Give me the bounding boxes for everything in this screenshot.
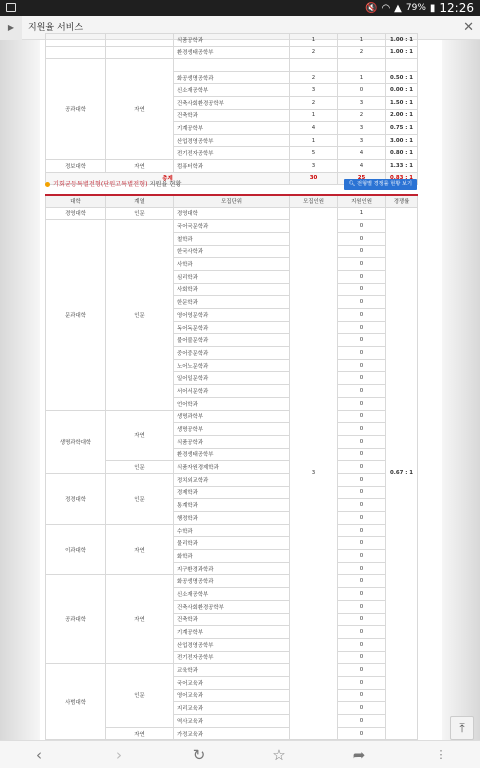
cell-applicants: 4: [338, 147, 386, 160]
table-row: [46, 575, 418, 588]
cell-rate: 2.00 : 1: [386, 109, 418, 122]
cell-track: 자연: [106, 575, 174, 664]
cell-applicants: 0: [338, 359, 386, 372]
cell-unit: 영어영문학과: [174, 309, 290, 322]
view-rates-button-label: 전형별 경쟁률 현황 보기: [356, 181, 412, 187]
cell-applicants: 0: [338, 512, 386, 525]
cell-college: 경영대학: [46, 207, 106, 220]
cell-applicants: 1: [338, 34, 386, 47]
cell-unit: 일어일문학과: [174, 372, 290, 385]
left-margin: [0, 40, 40, 740]
cell-unit: 국어국문학과: [174, 220, 290, 233]
cell-college: 정경대학: [46, 473, 106, 524]
cell-quota: 3: [290, 207, 338, 740]
cell-quota: 1: [290, 109, 338, 122]
cell-quota: 5: [290, 147, 338, 160]
cell-track: 인문: [106, 473, 174, 524]
more-vertical-icon[interactable]: ⋮: [435, 748, 447, 761]
cell-unit: 지구환경과학과: [174, 562, 290, 575]
cell-unit: 식품자원경제학과: [174, 461, 290, 474]
cell-unit: 통계학과: [174, 499, 290, 512]
cell-rate: 3.00 : 1: [386, 134, 418, 147]
cell-applicants: 0: [338, 689, 386, 702]
cell-quota: 3: [290, 159, 338, 172]
cell-unit: 사학과: [174, 258, 290, 271]
cell-unit: 가정교육과: [174, 727, 290, 740]
cell-applicants: 2: [338, 109, 386, 122]
cell-applicants: 0: [338, 321, 386, 334]
cell-applicants: 0: [338, 410, 386, 423]
cell-unit: 환경생태공학부: [174, 448, 290, 461]
cell-applicants: 0: [338, 638, 386, 651]
cell-applicants: 0: [338, 220, 386, 233]
cell-applicants: 0: [338, 435, 386, 448]
cell-unit: 사회학과: [174, 283, 290, 296]
cell-unit: 신소재공학부: [174, 84, 290, 97]
cell-track: 자연: [106, 410, 174, 461]
cell-unit: 기계공학부: [174, 626, 290, 639]
total-quota: 30: [290, 172, 338, 185]
cell-unit: 언어학과: [174, 397, 290, 410]
cell-unit: 화공생명공학과: [174, 575, 290, 588]
overall-rate-table: [45, 33, 418, 185]
cell-college: 생명과학대학: [46, 410, 106, 473]
cell-unit: 생명공학부: [174, 423, 290, 436]
cell-quota: 2: [290, 46, 338, 59]
section-header: [45, 179, 417, 191]
cell-unit: 교육학과: [174, 664, 290, 677]
cell-unit: 전기전자공학부: [174, 147, 290, 160]
cell-unit: 철학과: [174, 232, 290, 245]
cell-applicants: 0: [338, 537, 386, 550]
cell-track: 인문: [106, 220, 174, 410]
cell-unit: 영어교육과: [174, 689, 290, 702]
cell-applicants: 0: [338, 448, 386, 461]
cell-unit: 환경생태공학부: [174, 46, 290, 59]
cell-unit: 독어독문학과: [174, 321, 290, 334]
header-applicants: 지원인원: [338, 195, 386, 207]
battery-icon: ▮: [429, 2, 436, 14]
wifi-icon: ◠: [381, 2, 391, 14]
special-admission-table: [45, 194, 418, 740]
cell-unit: 화학과: [174, 550, 290, 563]
cell-track: 자연: [106, 159, 174, 172]
cell-unit: 경영대학: [174, 207, 290, 220]
cell-unit: 경제학과: [174, 486, 290, 499]
cell-unit: 정치외교학과: [174, 473, 290, 486]
header-college: 대학: [46, 195, 106, 207]
header-unit: 모집단위: [174, 195, 290, 207]
cell-college: 이과대학: [46, 524, 106, 575]
cell-college: 사범대학: [46, 664, 106, 740]
cell-unit: 식품공학과: [174, 34, 290, 47]
cell-unit: 역사교육과: [174, 715, 290, 728]
cell-unit: 건축사회환경공학부: [174, 96, 290, 109]
cell-quota: 1: [290, 34, 338, 47]
cell-unit: 수학과: [174, 524, 290, 537]
cell-track: [106, 46, 174, 59]
cell-unit: 행정학과: [174, 512, 290, 525]
cell-applicants: 0: [338, 258, 386, 271]
cell-track: 인문: [106, 664, 174, 727]
browser-nav-bar: [0, 740, 480, 768]
cell-unit: 한국사학과: [174, 245, 290, 258]
cell-applicants: 0: [338, 651, 386, 664]
cell-applicants: 0: [338, 727, 386, 740]
cell-unit: 불어불문학과: [174, 334, 290, 347]
cell-applicants: 0: [338, 372, 386, 385]
cell-quota: 1: [290, 134, 338, 147]
cell-unit: 건축학과: [174, 109, 290, 122]
cell-rate: 0.75 : 1: [386, 122, 418, 135]
cell-applicants: 0: [338, 245, 386, 258]
cell-applicants: 0: [338, 232, 386, 245]
cell-rate: 1.50 : 1: [386, 96, 418, 109]
cell-unit: 노어노문학과: [174, 359, 290, 372]
cell-track: 자연: [106, 524, 174, 575]
cell-applicants: 4: [338, 159, 386, 172]
cell-rate: 0.00 : 1: [386, 84, 418, 97]
cell-applicants: 0: [338, 550, 386, 563]
table-row: [46, 524, 418, 537]
cell-applicants: 3: [338, 96, 386, 109]
cell-applicants: 0: [338, 385, 386, 398]
cell-applicants: [338, 59, 386, 72]
cell-unit: 산업경영공학부: [174, 134, 290, 147]
cell-unit: 지리교육과: [174, 702, 290, 715]
cell-applicants: 0: [338, 613, 386, 626]
page-title: 지원율 서비스: [28, 23, 84, 33]
mute-icon: 🔇: [364, 2, 378, 14]
arrow-up-icon: ⤒: [459, 721, 465, 735]
star-icon[interactable]: ☆: [272, 746, 286, 764]
cell-rate: 0.80 : 1: [386, 147, 418, 160]
cell-applicants: 0: [338, 664, 386, 677]
cell-applicants: 0: [338, 397, 386, 410]
table-row: [46, 664, 418, 677]
clock: 12:26: [439, 1, 474, 15]
cell-applicants: 0: [338, 283, 386, 296]
section-title: [53, 179, 181, 191]
close-icon[interactable]: ✕: [463, 20, 474, 35]
cell-applicants: 0: [338, 334, 386, 347]
cell-applicants: 1: [338, 207, 386, 220]
cell-quota: [290, 59, 338, 72]
cell-rate: [386, 59, 418, 72]
cell-unit: 서어서문학과: [174, 385, 290, 398]
cell-college: 정보대학: [46, 159, 106, 172]
cell-rate: 0.67 : 1: [386, 207, 418, 740]
table-row: [46, 59, 418, 72]
cell-unit: 심리학과: [174, 270, 290, 283]
section-title-highlight: 기회균등특별전형(단원고특별전형): [53, 181, 148, 188]
cell-college: 공과대학: [46, 575, 106, 664]
cell-applicants: 0: [338, 600, 386, 613]
cell-quota: 2: [290, 96, 338, 109]
cell-track: 자연: [106, 727, 174, 740]
cell-unit: 전기전자공학부: [174, 651, 290, 664]
cell-applicants: 0: [338, 562, 386, 575]
cell-unit: 산업경영공학부: [174, 638, 290, 651]
cell-unit: 한문학과: [174, 296, 290, 309]
cell-applicants: 3: [338, 122, 386, 135]
header-track: 계열: [106, 195, 174, 207]
cell-quota: 3: [290, 84, 338, 97]
cell-applicants: 0: [338, 473, 386, 486]
bullet-icon: [45, 182, 50, 187]
cell-unit: 화공생명공학과: [174, 71, 290, 84]
cell-applicants: 0: [338, 296, 386, 309]
cell-applicants: 0: [338, 499, 386, 512]
cell-rate: 1.33 : 1: [386, 159, 418, 172]
forward-arrow-icon[interactable]: ›: [116, 746, 122, 764]
cell-unit: 중어중문학과: [174, 347, 290, 360]
cell-rate: 0.50 : 1: [386, 71, 418, 84]
cell-applicants: 0: [338, 486, 386, 499]
back-arrow-icon[interactable]: ‹: [36, 746, 42, 764]
cell-applicants: 0: [338, 84, 386, 97]
search-icon: 🔍︎: [348, 181, 357, 187]
share-icon[interactable]: ➦: [352, 746, 366, 764]
notification-icon: [6, 3, 16, 12]
right-margin: [442, 40, 480, 740]
cell-applicants: 1: [338, 71, 386, 84]
cell-unit: 기계공학부: [174, 122, 290, 135]
scroll-to-top-button[interactable]: [450, 716, 474, 740]
tab-handle-icon[interactable]: ▶: [0, 16, 22, 40]
status-bar-right: [365, 0, 474, 16]
table-row: [46, 410, 418, 423]
cell-applicants: 0: [338, 270, 386, 283]
cell-applicants: 2: [338, 46, 386, 59]
table-row: [46, 34, 418, 47]
table-row: [46, 159, 418, 172]
cell-applicants: 0: [338, 575, 386, 588]
cell-applicants: 3: [338, 134, 386, 147]
cell-rate: 1.00 : 1: [386, 46, 418, 59]
cell-track: [106, 34, 174, 47]
cell-unit: 생명과학부: [174, 410, 290, 423]
table-row: [46, 220, 418, 233]
cell-track: 인문: [106, 461, 174, 474]
cell-college: 공과대학: [46, 59, 106, 160]
cell-applicants: 0: [338, 702, 386, 715]
cell-quota: 2: [290, 71, 338, 84]
cell-applicants: 0: [338, 461, 386, 474]
cell-unit: 물리학과: [174, 537, 290, 550]
page-body: [40, 36, 442, 740]
battery-percent: 79%: [405, 3, 426, 13]
cell-unit: 건축사회환경공학부: [174, 600, 290, 613]
cell-college: [46, 34, 106, 47]
cell-applicants: 0: [338, 676, 386, 689]
reload-icon[interactable]: ↻: [192, 746, 206, 764]
cell-track: 인문: [106, 207, 174, 220]
total-label: 총계: [46, 172, 290, 185]
cell-applicants: 0: [338, 524, 386, 537]
cell-unit: 국어교육과: [174, 676, 290, 689]
section-title-rest: 지원율 현황: [147, 181, 182, 188]
cell-unit: 건축학과: [174, 613, 290, 626]
cell-applicants: 0: [338, 423, 386, 436]
header-quota: 모집인원: [290, 195, 338, 207]
table-row: [46, 207, 418, 220]
cell-college: 문과대학: [46, 220, 106, 410]
status-bar: [0, 0, 480, 16]
cell-unit: 식품공학과: [174, 435, 290, 448]
cell-applicants: 0: [338, 309, 386, 322]
signal-icon: ▲: [394, 2, 402, 14]
cell-unit: 컴퓨터학과: [174, 159, 290, 172]
cell-applicants: 0: [338, 588, 386, 601]
content-area[interactable]: [0, 36, 480, 740]
header-rate: 경쟁률: [386, 195, 418, 207]
cell-rate: 1.00 : 1: [386, 34, 418, 47]
cell-applicants: 0: [338, 347, 386, 360]
table-header-row: [46, 195, 418, 207]
cell-unit: 신소재공학부: [174, 588, 290, 601]
cell-quota: 4: [290, 122, 338, 135]
cell-track: 자연: [106, 59, 174, 160]
table-row: [46, 46, 418, 59]
cell-applicants: 0: [338, 626, 386, 639]
cell-unit: [174, 59, 290, 72]
cell-applicants: 0: [338, 715, 386, 728]
view-rates-by-type-button[interactable]: [344, 179, 417, 190]
table-row: [46, 473, 418, 486]
cell-college: [46, 46, 106, 59]
